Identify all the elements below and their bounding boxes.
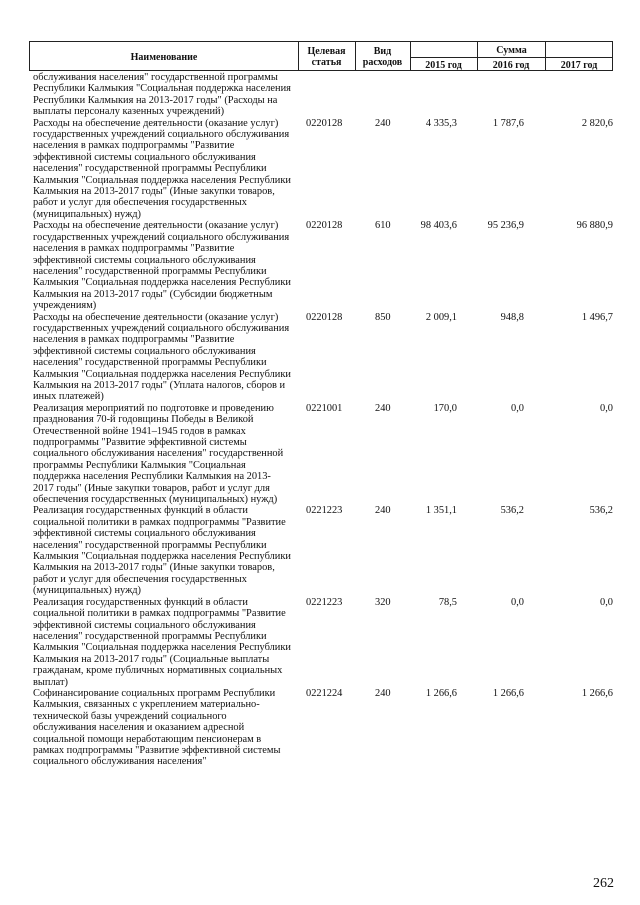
row-2015: 4 335,3 (425, 117, 457, 129)
row-2016: 1 787,6 (492, 117, 524, 129)
row-name: обслуживания населения" государственной программы Республики Калмыкия "Социальная поддержка населения Республики Калмыкия на 2013-2017 годы" (Расходы на выплаты персоналу казенных учреждений) (33, 72, 291, 118)
header-2016: 2016 год (492, 60, 530, 71)
row-code: 0221001 (306, 402, 343, 414)
table-row (33, 72, 613, 118)
table-row (33, 312, 613, 403)
header-type-line2: расходов (362, 57, 403, 68)
header-2017: 2017 год (560, 60, 598, 71)
row-2016: 0,0 (511, 596, 524, 608)
row-name: Софинансирование социальных программ Республики Калмыкия, связанных с укреплением материально-технической базы учреждений социального обслуживания населения и оказанием адресной социальной помощи неработающим пенсионерам в рамках подпрограммы "Развитие эффективной системы социального обслуживания населения" (33, 687, 281, 768)
row-2016: 0,0 (511, 402, 524, 414)
table-row (33, 505, 613, 596)
row-2016: 948,8 (500, 311, 524, 323)
table-row (33, 220, 613, 311)
row-name: Реализация государственных функций в области социальной политики в рамках подпрограммы "Развитие эффективной системы социального обслуживания населения" государственной программы Республики Калмыкия "Социальная поддержка населения Республики Калмыкия на 2013-2017 годы" (Иные закупки товаров, работ и услуг для обеспечения государственных (муниципальных) нужд) (33, 505, 291, 597)
row-2015: 1 351,1 (425, 505, 457, 517)
header-code-line2: статья (311, 57, 342, 68)
page-number: 262 (593, 876, 614, 891)
row-2015: 78,5 (438, 596, 457, 608)
header-code-line1: Целевая (307, 46, 346, 57)
row-2017: 96 880,9 (576, 220, 613, 232)
row-name: Реализация государственных функций в области социальной политики в рамках подпрограммы "Развитие эффективной системы социального обслуживания населения" государственной программы Республики Калмыкия "Социальная поддержка населения Республики Калмыкия на 2013-2017 годы" (Социальные выплаты гражданам, кроме публичных нормативных социальных выплат) (33, 596, 291, 688)
row-2015: 170,0 (433, 402, 457, 414)
row-2017: 536,2 (589, 505, 613, 517)
table-row (33, 403, 613, 506)
header-type (355, 46, 410, 68)
table-header (29, 41, 613, 71)
row-name: Расходы на обеспечение деятельности (оказание услуг) государственных учреждений социального обслуживания населения в рамках подпрограммы "Развитие эффективной системы социального обслуживания населения" государственной программы Республики Калмыкия "Социальная поддержка населения Республики Калмыкия на 2013-2017 годы" (Иные закупки товаров, работ и услуг для обеспечения государственных (муниципальных) нужд) (33, 117, 291, 220)
table-row (33, 688, 613, 768)
row-type: 240 (375, 402, 391, 414)
row-2016: 95 236,9 (487, 220, 524, 232)
row-2017: 1 266,6 (581, 687, 613, 699)
row-type: 240 (375, 117, 391, 129)
row-code: 0220128 (306, 220, 343, 232)
row-code: 0221223 (306, 505, 343, 517)
row-code: 0221224 (306, 687, 343, 699)
header-2015: 2015 год (425, 60, 462, 71)
header-name: Наименование (130, 52, 198, 63)
row-2015: 2 009,1 (425, 311, 457, 323)
row-2017: 1 496,7 (581, 311, 613, 323)
row-2017: 2 820,6 (581, 117, 613, 129)
row-type: 320 (375, 596, 391, 608)
row-code: 0221223 (306, 596, 343, 608)
row-2017: 0,0 (600, 596, 613, 608)
table-body (33, 72, 613, 768)
row-name: Расходы на обеспечение деятельности (оказание услуг) государственных учреждений социального обслуживания населения в рамках подпрограммы "Развитие эффективной системы социального обслуживания населения" государственной программы Республики Калмыкия "Социальная поддержка населения Республики Калмыкия на 2013-2017 годы" (Субсидии бюджетным учреждениям) (33, 220, 291, 312)
row-code: 0220128 (306, 311, 343, 323)
row-name: Реализация мероприятий по подготовке и проведению празднования 70-й годовщины Победы в Великой Отечественной войне 1941–1945 годов в рамках подпрограммы "Развитие эффективной системы социального обслуживания населения" государственной программы Республики Калмыкия "Социальная поддержка населения Республики Калмыкия на 2013-2017 годы" (Иные закупки товаров, работ и услуг для обеспечения государственных (муниципальных) нужд) (33, 402, 284, 506)
header-type-line1: Вид (373, 46, 392, 57)
row-type: 240 (375, 505, 391, 517)
row-type: 610 (375, 220, 391, 232)
header-code (298, 46, 355, 68)
row-code: 0220128 (306, 117, 343, 129)
table-row (33, 597, 613, 688)
row-type: 240 (375, 687, 391, 699)
row-2015: 1 266,6 (425, 687, 457, 699)
row-2015: 98 403,6 (420, 220, 457, 232)
row-name: Расходы на обеспечение деятельности (оказание услуг) государственных учреждений социального обслуживания населения в рамках подпрограммы "Развитие эффективной системы социального обслуживания населения" государственной программы Республики Калмыкия "Социальная поддержка населения Республики Калмыкия на 2013-2017 годы" (Уплата налогов, сборов и иных платежей) (33, 311, 291, 403)
table-row (33, 118, 613, 221)
row-2016: 536,2 (500, 505, 524, 517)
header-sum: Сумма (496, 45, 527, 56)
row-type: 850 (375, 311, 391, 323)
row-2017: 0,0 (600, 402, 613, 414)
row-2016: 1 266,6 (492, 687, 524, 699)
